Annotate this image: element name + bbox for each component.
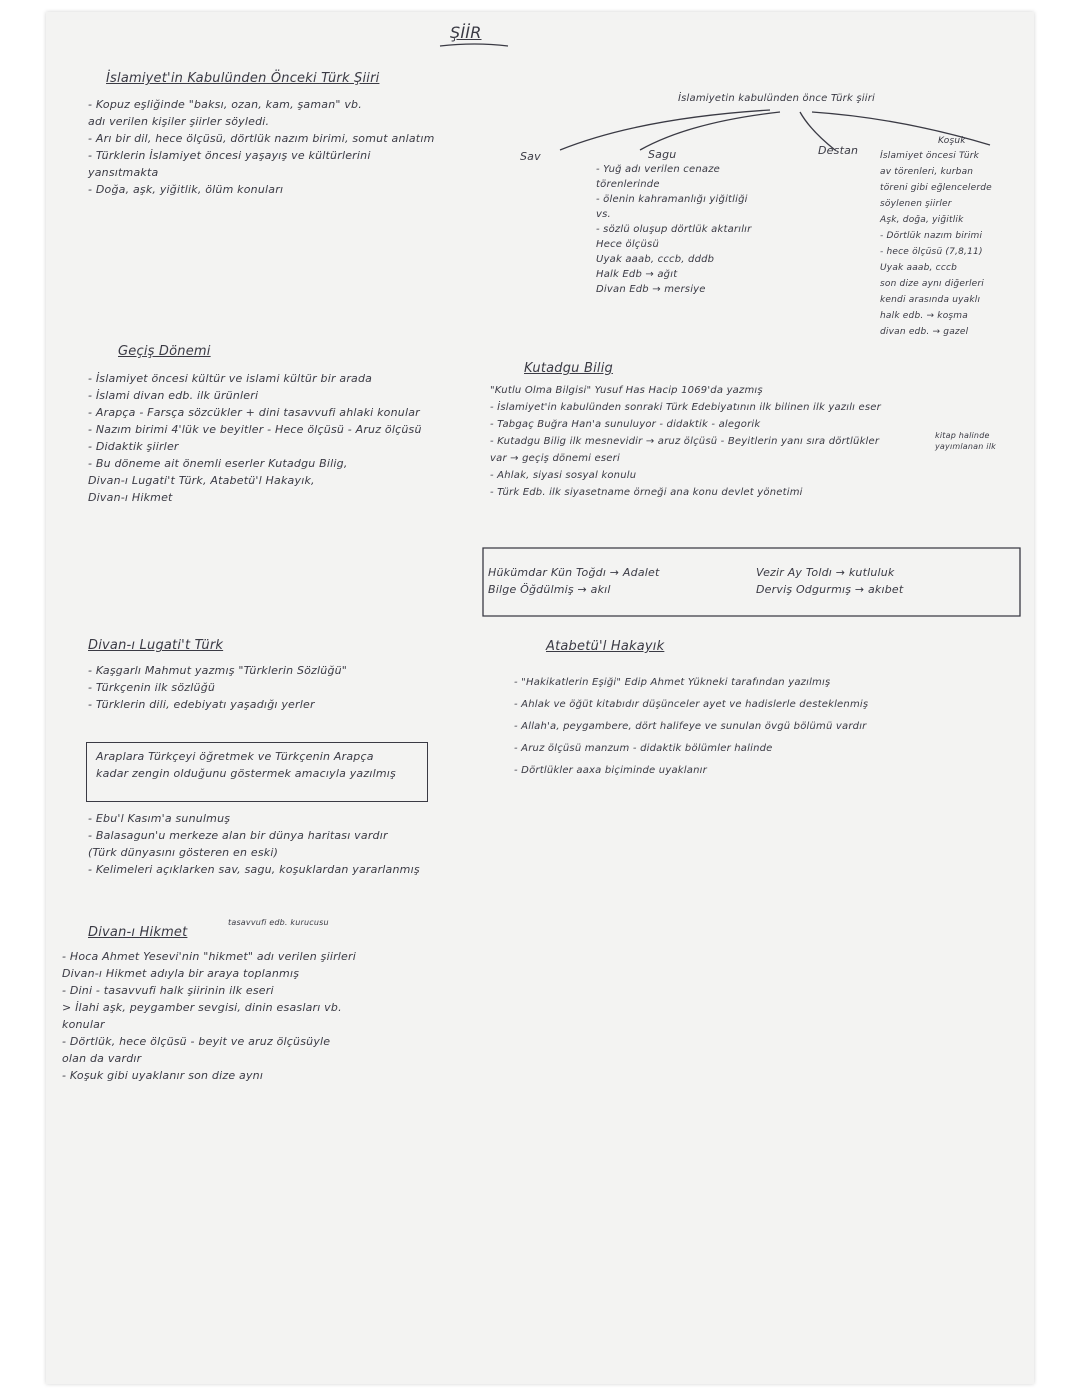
- tree-destan: Destan: [818, 144, 859, 157]
- kb-side-note: kitap halinde yayımlanan ilk: [935, 431, 996, 451]
- kb-heading: Kutadgu Bilig: [524, 361, 613, 376]
- tree-root: İslamiyetin kabulünden önce Türk şiiri: [678, 93, 876, 104]
- kb-box-right: Vezir Ay Toldı → kutluluk Derviş Odgurmış → akıbet: [756, 566, 904, 596]
- hikmet-notes: - Hoca Ahmet Yesevi'nin "hikmet" adı verilen şiirleri Divan-ı Hikmet adıyla bir araya toplanmış - Dini - tasavvufi halk şiirinin ilk eseri > İlahi aşk, peygamber sevgisi, dinin esasları vb. konular - Dörtlük, hece ölçüsü - beyit ve aruz ölçüsüyle olan da vardır - Koşuk gibi uyaklanır son dize aynı: [62, 950, 357, 1082]
- transition-heading: Geçiş Dönemi: [118, 344, 211, 359]
- dlt-notes-2: - Ebu'l Kasım'a sunulmuş - Balasagun'u merkeze alan bir dünya haritası vardır (Türk dünyasını gösteren en eski) - Kelimeleri açıklarken sav, sagu, koşuklardan yararlanmış: [88, 812, 420, 876]
- dlt-box-text: Araplara Türkçeyi öğretmek ve Türkçenin Arapça kadar zengin olduğunu göstermek amacıyla yazılmış: [96, 750, 396, 780]
- kb-box-left: Hükümdar Kün Toğdı → Adalet Bilge Öğdülmiş → akıl: [488, 566, 660, 596]
- dlt-notes: - Kaşgarlı Mahmut yazmış "Türklerin Sözlüğü" - Türkçenin ilk sözlüğü - Türklerin dili, edebiyatı yaşadığı yerler: [88, 664, 348, 711]
- sagu-notes: - Yuğ adı verilen cenaze törenlerinde - ölenin kahramanlığı yiğitliği vs. - sözlü oluşup dörtlük aktarılır Hece ölçüsü Uyak aaab, cccb, dddb Halk Edb → ağıt Divan Edb → mersiye: [596, 164, 752, 295]
- ah-notes: - "Hakikatlerin Eşiği" Edip Ahmet Yükneki tarafından yazılmış - Ahlak ve öğüt kitabıdır düşünceler ayet ve hadislerle desteklenmiş - Allah'a, peygambere, dört halifeye ve sunulan övgü bölümü vardır - Aruz ölçüsü manzum - didaktik bölümler halinde - Dörtlükler aaxa biçiminde uyaklanır: [514, 677, 869, 776]
- tree-sagu: Sagu: [648, 148, 677, 161]
- pre-islam-notes: - Kopuz eşliğinde "baksı, ozan, kam, şaman" vb. adı verilen kişiler şiirler söyledi. - Arı bir dil, hece ölçüsü, dörtlük nazım birimi, somut anlatım - Türklerin İslamiyet öncesi yaşayış ve kültürlerini yansıtmakta - Doğa, aşk, yiğitlik, ölüm konuları: [88, 98, 435, 196]
- tree-kosuk: Koşuk: [938, 136, 966, 146]
- transition-notes: - İslamiyet öncesi kültür ve islami kültür bir arada - İslami divan edb. ilk ürünleri - Arapça - Farsça sözcükler + dini tasavvufi ahlaki konular - Nazım birimi 4'lük ve beyitler - Hece ölçüsü - Aruz ölçüsü - Didaktik şiirler - Bu döneme ait önemli eserler Kutadgu Bilig, Divan-ı Lugati't Türk, Atabetü'l Hakayık, Divan-ı Hikmet: [88, 372, 422, 504]
- hikmet-heading: Divan-ı Hikmet: [88, 925, 188, 940]
- ah-heading: Atabetü'l Hakayık: [546, 639, 665, 654]
- kosuk-notes: İslamiyet öncesi Türk av törenleri, kurban töreni gibi eğlencelerde söylenen şiirler Aşk, doğa, yiğitlik - Dörtlük nazım birimi - hece ölçüsü (7,8,11) Uyak aaab, cccb son dize aynı diğerleri kendi arasında uyaklı halk edb. → koşma divan edb. → gazel: [880, 151, 992, 337]
- tree-sav: Sav: [520, 150, 541, 163]
- pre-islam-heading: İslamiyet'in Kabulünden Önceki Türk Şiiri: [106, 71, 380, 86]
- page-title: ŞİİR: [450, 23, 482, 42]
- hikmet-annotation: tasavvufi edb. kurucusu: [228, 918, 329, 927]
- dlt-heading: Divan-ı Lugati't Türk: [88, 638, 224, 653]
- kb-notes: "Kutlu Olma Bilgisi" Yusuf Has Hacip 1069'da yazmış - İslamiyet'in kabulünden sonraki Türk Edebiyatının ilk bilinen ilk yazılı eser - Tabgaç Buğra Han'a sunuluyor - didaktik - alegorik - Kutadgu Bilig ilk mesnevidir → aruz ölçüsü - Beyitlerin yanı sıra dörtlükler var → geçiş dönemi eseri - Ahlak, siyasi sosyal konulu - Türk Edb. ilk siyasetname örneği ana konu devlet yönetimi: [490, 385, 881, 498]
